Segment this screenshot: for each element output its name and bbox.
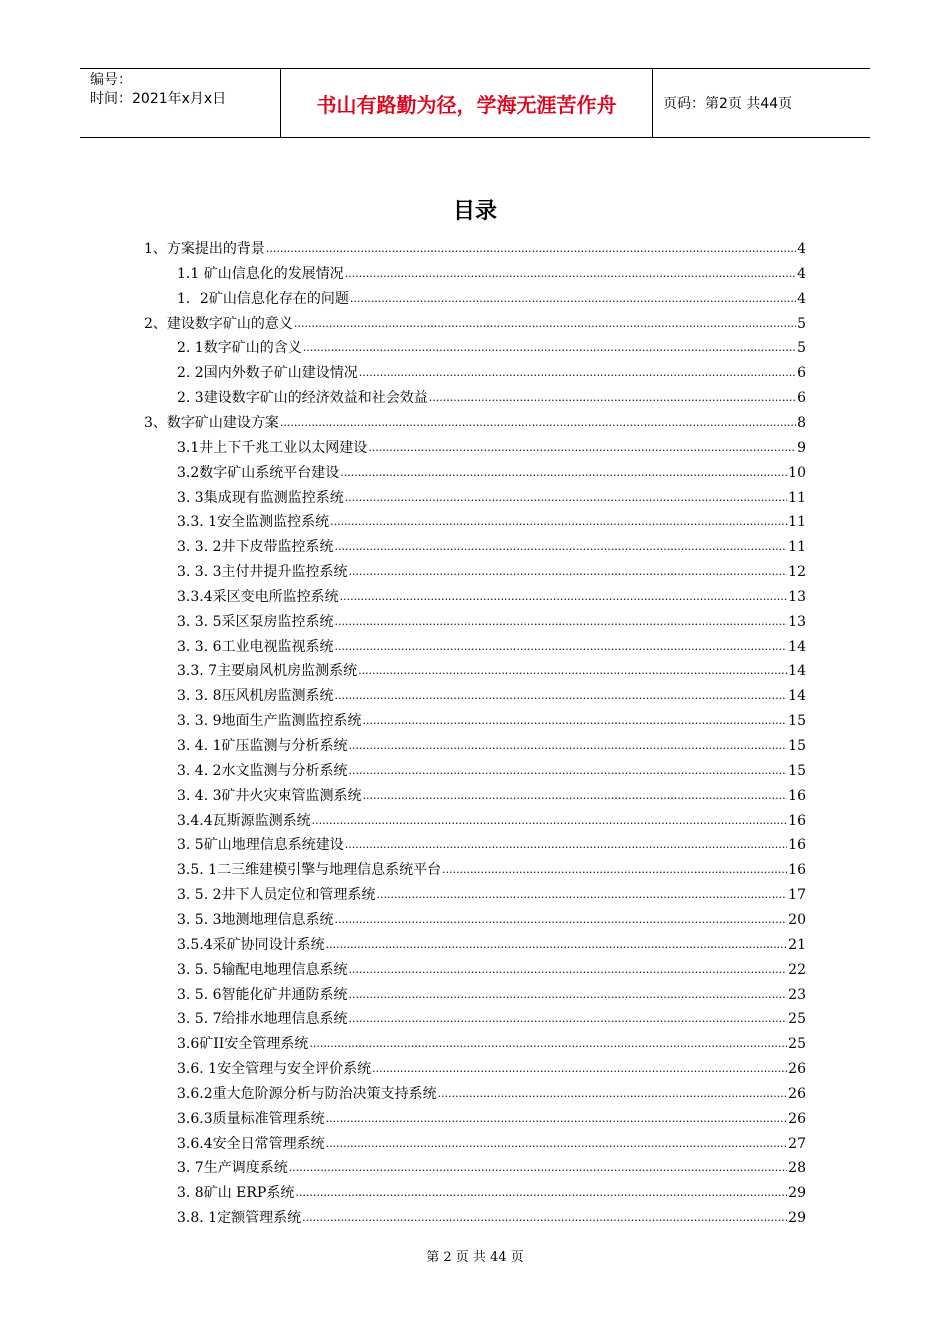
toc-entry-page: 16 <box>788 787 806 804</box>
toc-entry-page: 5 <box>797 340 806 357</box>
toc-entry[interactable] <box>177 634 806 656</box>
toc-entry-page: 12 <box>788 564 806 581</box>
toc-entry-label: 3.1井上下千兆工业以太网建设 <box>177 439 368 456</box>
toc-leader-dots <box>295 1184 787 1202</box>
toc-entry[interactable] <box>177 758 806 780</box>
toc-entry-label: 3.6矿II安全管理系统 <box>177 1036 309 1053</box>
toc-leader-dots <box>349 762 788 780</box>
toc-entry-page: 15 <box>788 713 806 730</box>
toc-entry-page: 14 <box>788 638 806 655</box>
document-number-label: 编号： <box>90 72 132 88</box>
document-time-label: 时间：2021年x月x日 <box>90 91 227 107</box>
toc-entry-page: 26 <box>788 1085 806 1102</box>
toc-entry-label: 3. 4. 3矿井火灾束管监测系统 <box>177 787 362 804</box>
toc-leader-dots <box>335 911 788 929</box>
toc-entry-label: 3.3. 7主要扇风机房监测系统 <box>177 663 358 680</box>
toc-entry[interactable] <box>177 808 806 830</box>
toc-leader-dots <box>350 290 796 308</box>
toc-entry[interactable] <box>177 957 806 979</box>
toc-entry-page: 4 <box>797 290 806 307</box>
toc-entry[interactable] <box>144 410 806 432</box>
toc-leader-dots <box>349 563 788 581</box>
toc-leader-dots <box>345 265 796 283</box>
toc-entry-label: 1．2矿山信息化存在的问题 <box>177 290 349 307</box>
page-footer: 第 2 页 共 44 页 <box>426 1250 524 1265</box>
toc-entry[interactable] <box>177 832 806 854</box>
toc-entry-page: 6 <box>797 365 806 382</box>
toc-entry-label: 3.3.4采区变电所监控系统 <box>177 588 339 605</box>
toc-entry-label: 3、数字矿山建设方案 <box>144 414 279 431</box>
toc-entry-label: 3. 7生产调度系统 <box>177 1160 288 1177</box>
toc-leader-dots <box>330 513 787 531</box>
toc-leader-dots <box>377 886 788 904</box>
toc-entry-label: 3.5.4采矿协同设计系统 <box>177 936 325 953</box>
page-header <box>80 68 870 138</box>
toc-entry-page: 17 <box>788 887 806 904</box>
toc-entry-label: 3. 3集成现有监测监控系统 <box>177 489 344 506</box>
toc-entry[interactable] <box>177 286 806 308</box>
toc-entry-label: 2. 3建设数字矿山的经济效益和社会效益 <box>177 390 428 407</box>
toc-entry[interactable] <box>144 236 806 258</box>
toc-entry[interactable] <box>177 559 806 581</box>
toc-leader-dots <box>335 613 788 631</box>
toc-entry[interactable] <box>177 932 806 954</box>
toc-entry-page: 16 <box>788 837 806 854</box>
toc-entry-label: 3.5. 1二三维建模引擎与地理信息系统平台 <box>177 862 442 879</box>
toc-entry-page: 10 <box>788 464 806 481</box>
toc-entry-page: 29 <box>788 1185 806 1202</box>
toc-entry-label: 2、建设数字矿山的意义 <box>144 315 293 332</box>
toc-entry[interactable] <box>177 733 806 755</box>
toc-entry[interactable] <box>177 783 806 805</box>
toc-entry[interactable] <box>177 460 806 482</box>
header-meta <box>80 69 280 137</box>
toc-entry-page: 28 <box>788 1160 806 1177</box>
toc-entry-label: 3.3. 1安全监测监控系统 <box>177 514 330 531</box>
toc-entry[interactable] <box>177 360 806 382</box>
toc-entry[interactable] <box>177 1180 806 1202</box>
toc-entry-label: 3. 3. 6工业电视监视系统 <box>177 638 334 655</box>
toc-entry-label: 3. 3. 3主付井提升监控系统 <box>177 564 348 581</box>
toc-entry[interactable] <box>177 683 806 705</box>
toc-leader-dots <box>312 812 788 830</box>
toc-leader-dots <box>358 662 787 680</box>
toc-entry-label: 3. 5. 6智能化矿井通防系统 <box>177 986 348 1003</box>
toc-entry-page: 21 <box>788 936 806 953</box>
toc-entry[interactable] <box>177 1106 806 1128</box>
toc-entry-label: 3. 8矿山 ERP系统 <box>177 1185 295 1202</box>
toc-entry[interactable] <box>177 485 806 507</box>
toc-leader-dots <box>326 1110 788 1128</box>
toc-leader-dots <box>438 1085 788 1103</box>
toc-entry-label: 3.6. 1安全管理与安全评价系统 <box>177 1061 372 1078</box>
toc-entry-page: 8 <box>797 414 806 431</box>
toc-entry-page: 25 <box>788 1011 806 1028</box>
toc-entry[interactable] <box>177 509 806 531</box>
toc-entry[interactable] <box>177 708 806 730</box>
toc-entry[interactable] <box>177 609 806 631</box>
toc-entry-label: 3. 5. 5输配电地理信息系统 <box>177 961 348 978</box>
toc-entry-label: 3.8. 1定额管理系统 <box>177 1210 302 1227</box>
toc-entry-label: 1.1 矿山信息化的发展情况 <box>177 265 344 282</box>
toc-entry[interactable] <box>177 1155 806 1177</box>
toc-entry-label: 3.2数字矿山系统平台建设 <box>177 464 340 481</box>
toc-entry-label: 3. 5. 2井下人员定位和管理系统 <box>177 887 376 904</box>
toc-entry-page: 4 <box>797 241 806 257</box>
toc-entry-label: 3. 3. 2井下皮带监控系统 <box>177 539 334 556</box>
header-page-info: 页码：第2页 共44页 <box>663 96 793 112</box>
toc-entry-page: 27 <box>788 1135 806 1152</box>
toc-entry-page: 16 <box>788 862 806 879</box>
toc-entry-page: 14 <box>788 688 806 705</box>
toc-leader-dots <box>335 687 788 705</box>
toc-entry[interactable] <box>177 882 806 904</box>
toc-entry-page: 13 <box>788 588 806 605</box>
toc-leader-dots <box>372 1060 787 1078</box>
toc-leader-dots <box>349 986 788 1004</box>
toc-entry-label: 3. 3. 5采区泵房监控系统 <box>177 613 334 630</box>
toc-entry-page: 15 <box>788 762 806 779</box>
toc-leader-dots <box>340 588 788 606</box>
toc-entry[interactable] <box>177 1205 806 1227</box>
toc-entry-label: 2. 1数字矿山的含义 <box>177 340 302 357</box>
toc-entry[interactable] <box>177 584 806 606</box>
toc-entry-label: 3.6.3质量标准管理系统 <box>177 1110 325 1127</box>
toc-entry-label: 1、方案提出的背景 <box>144 241 265 257</box>
toc-entry-page: 29 <box>788 1210 806 1227</box>
toc-leader-dots <box>349 737 788 755</box>
toc-entry-page: 26 <box>788 1110 806 1127</box>
toc-entry[interactable] <box>177 335 806 357</box>
toc-entry-page: 11 <box>788 489 806 506</box>
toc-leader-dots <box>429 389 796 407</box>
toc-entry-page: 11 <box>788 514 806 531</box>
toc-entry[interactable] <box>177 534 806 556</box>
toc-entry-label: 3. 5矿山地理信息系统建设 <box>177 837 344 854</box>
toc-entry-label: 3. 4. 1矿压监测与分析系统 <box>177 738 348 754</box>
toc-entry-page: 14 <box>788 663 806 680</box>
toc-entry-page: 22 <box>788 961 806 978</box>
toc-entry-label: 2. 2国内外数子矿山建设情况 <box>177 365 358 382</box>
toc-entry[interactable] <box>177 435 806 457</box>
toc-entry-page: 9 <box>797 439 806 456</box>
toc-title: 目录 <box>452 199 497 224</box>
toc-entry-label: 3.6.2重大危阶源分析与防治决策支持系统 <box>177 1085 437 1102</box>
toc-leader-dots <box>266 240 796 258</box>
header-motto: 书山有路勤为径，学海无涯苦作舟 <box>280 69 653 137</box>
toc-leader-dots <box>280 414 796 432</box>
toc-entry-label: 3.4.4瓦斯源监测系统 <box>177 812 311 829</box>
toc-entry[interactable] <box>177 1081 806 1103</box>
toc-leader-dots <box>326 936 788 954</box>
toc-leader-dots <box>326 1135 788 1153</box>
toc-entry-page: 15 <box>788 738 806 754</box>
toc-leader-dots <box>309 1035 787 1053</box>
toc-entry-page: 6 <box>797 390 806 407</box>
toc-entry[interactable] <box>177 982 806 1004</box>
toc-leader-dots <box>345 836 787 854</box>
toc-leader-dots <box>289 1159 787 1177</box>
toc-entry-page: 5 <box>797 315 806 332</box>
toc-entry[interactable] <box>177 1006 806 1028</box>
toc-leader-dots <box>363 787 788 805</box>
toc-leader-dots <box>335 538 788 556</box>
toc-entry-label: 3.6.4安全日常管理系统 <box>177 1135 325 1152</box>
toc-leader-dots <box>335 638 788 656</box>
toc-entry-page: 20 <box>788 911 806 928</box>
toc-entry[interactable] <box>144 311 806 333</box>
toc-entry-label: 3. 3. 9地面生产监测监控系统 <box>177 713 362 730</box>
toc-entry-page: 23 <box>788 986 806 1003</box>
toc-leader-dots <box>349 1010 788 1028</box>
toc-entry-label: 3. 5. 3地测地理信息系统 <box>177 911 334 928</box>
toc-entry-page: 25 <box>788 1036 806 1053</box>
toc-entry-page: 11 <box>788 539 806 556</box>
toc-entry-label: 3. 3. 8压风机房监测系统 <box>177 688 334 705</box>
toc-entry-page: 13 <box>788 613 806 630</box>
toc-entry[interactable] <box>177 1131 806 1153</box>
toc-entry[interactable] <box>177 857 806 879</box>
toc-leader-dots <box>442 861 787 879</box>
toc-entry-page: 16 <box>788 812 806 829</box>
toc-entry[interactable] <box>177 1056 806 1078</box>
toc-leader-dots <box>363 712 788 730</box>
toc-entry-label: 3. 4. 2水文监测与分析系统 <box>177 762 348 779</box>
toc-entry[interactable] <box>177 1031 806 1053</box>
toc-entry[interactable] <box>177 385 806 407</box>
toc-entry-label: 3. 5. 7给排水地理信息系统 <box>177 1011 348 1028</box>
toc-entry[interactable] <box>177 261 806 283</box>
toc-entry[interactable] <box>177 658 806 680</box>
toc-leader-dots <box>359 364 796 382</box>
toc-entry-page: 4 <box>797 265 806 282</box>
toc-entry[interactable] <box>177 907 806 929</box>
toc-leader-dots <box>368 439 796 457</box>
toc-leader-dots <box>349 961 788 979</box>
toc-leader-dots <box>345 489 787 507</box>
toc-entry-page: 26 <box>788 1061 806 1078</box>
toc-leader-dots <box>340 464 787 482</box>
toc-leader-dots <box>302 1209 787 1227</box>
toc-leader-dots <box>303 339 796 357</box>
toc-leader-dots <box>294 315 796 333</box>
